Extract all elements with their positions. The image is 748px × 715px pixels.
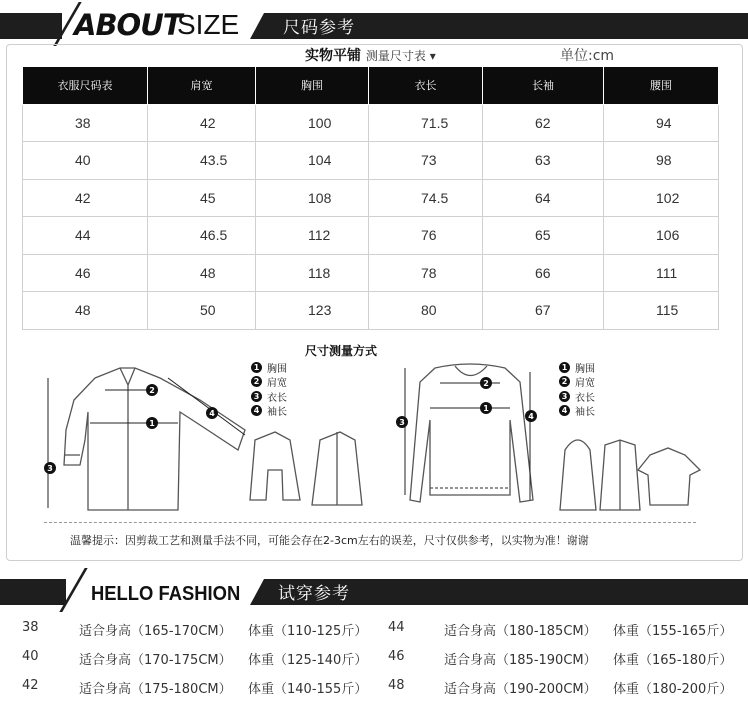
size-cell: 42 [23,179,148,217]
fit-weight: 体重（140-155斤） [248,682,368,697]
fit-height: 适合身高（170-175CM） [79,653,232,668]
marker-1-right [480,402,492,414]
size-cell: 48 [23,292,148,330]
tee-drawing [638,448,700,505]
size-cell: 71.5 [369,104,483,142]
fit-row [388,678,748,698]
marker-label: 3 [47,464,53,473]
legend-item [559,389,595,404]
marker-label: 4 [528,412,534,421]
header-title-en-light: SIZE [177,9,240,40]
legend-number: 2 [251,376,262,387]
fit-height: 适合身高（175-180CM） [79,682,232,697]
header-cell: 腰围 [604,67,719,104]
size-cell: 100 [256,104,369,142]
marker-label: 1 [483,404,489,413]
marker-label: 2 [483,379,489,388]
legend-label: 袖长 [575,407,595,419]
sweater-drawing [410,364,533,502]
jacket-drawing [250,432,300,500]
legend-number: 4 [559,405,570,416]
size-cell: 118 [256,254,369,292]
size-cell: 66 [483,254,604,292]
fit-size: 38 [22,620,39,635]
legend-number: 3 [251,391,262,402]
fit-height: 适合身高（180-185CM） [444,624,597,639]
legend-item [251,375,287,390]
header-cell: 衣长 [369,67,483,104]
legend-item [559,375,595,390]
size-cell: 45 [148,179,256,217]
header-cell: 肩宽 [148,67,256,104]
marker-1-left [146,417,158,429]
size-cell: 112 [256,217,369,255]
size-cell: 111 [604,254,719,292]
fit-size: 48 [388,678,405,693]
fit-size: 40 [22,649,39,664]
marker-label: 1 [149,419,155,428]
marker-2-left [146,384,158,396]
legend-item [251,404,287,419]
tip-note: 温馨提示：因剪裁工艺和测量手法不同，可能会存在2-3cm左右的误差，尺寸仅供参考，以实物为准！谢谢 [70,534,589,547]
fit-height: 适合身高（165-170CM） [79,624,232,639]
legend-number: 4 [251,405,262,416]
size-cell: 64 [483,179,604,217]
size-cell: 104 [256,142,369,180]
size-cell: 76 [369,217,483,255]
header-title-cn: 尺码参考 [283,18,355,38]
header-title-en: HELLO FASHION [91,583,241,605]
size-cell: 106 [604,217,719,255]
header-cell: 衣服尺码表 [23,67,148,104]
legend-item [559,404,595,419]
size-cell: 48 [148,254,256,292]
fit-weight: 体重（165-180斤） [613,653,733,668]
blazer-drawing [312,432,362,505]
legend-left [251,360,287,418]
size-cell: 74.5 [369,179,483,217]
size-cell: 73 [369,142,483,180]
legend-number: 1 [559,362,570,373]
fit-height: 适合身高（185-190CM） [444,653,597,668]
note-divider [44,522,696,523]
size-cell: 65 [483,217,604,255]
legend-label: 衣长 [267,392,287,404]
legend-right [559,360,595,418]
marker-label: 2 [149,386,155,395]
legend-label: 衣长 [575,392,595,404]
size-cell: 46.5 [148,217,256,255]
fit-weight: 体重（155-165斤） [613,624,733,639]
legend-item [251,389,287,404]
legend-label: 胸围 [267,363,287,375]
size-cell: 40 [23,142,148,180]
size-cell: 102 [604,179,719,217]
size-cell: 50 [148,292,256,330]
cardigan-drawing [600,440,640,510]
legend-label: 胸围 [575,363,595,375]
legend-label: 肩宽 [575,378,595,390]
subtitle-main: 实物平铺 [305,48,361,64]
fit-height: 适合身高（190-200CM） [444,682,597,697]
legend-number: 2 [559,376,570,387]
size-cell: 62 [483,104,604,142]
size-cell: 63 [483,142,604,180]
marker-label: 4 [209,409,215,418]
size-cell: 108 [256,179,369,217]
marker-4-left [206,407,218,419]
fit-row [22,620,382,640]
fit-row [22,649,382,669]
size-cell: 94 [604,104,719,142]
subtitle-sub: 测量尺寸表 ▾ [365,49,436,63]
hoodie-drawing [560,440,596,510]
header-cell: 胸围 [256,67,369,104]
marker-3-right [396,416,408,428]
marker-label: 3 [399,418,405,427]
fit-row [388,649,748,669]
marker-3-left [44,462,56,474]
marker-2-right [480,377,492,389]
size-cell: 80 [369,292,483,330]
fit-row [22,678,382,698]
legend-number: 3 [559,391,570,402]
header-bar-left [0,579,66,605]
size-cell: 44 [23,217,148,255]
size-cell: 98 [604,142,719,180]
legend-label: 袖长 [267,407,287,419]
size-cell: 115 [604,292,719,330]
fit-weight: 体重（110-125斤） [248,624,368,639]
fit-row [388,620,748,640]
size-cell: 78 [369,254,483,292]
size-cell: 46 [23,254,148,292]
fashion-header [0,566,748,612]
header-title-cn: 试穿参考 [278,584,350,604]
unit-label: 单位:cm [560,48,615,64]
legend-label: 肩宽 [267,378,287,390]
fit-size: 46 [388,649,405,664]
size-cell: 42 [148,104,256,142]
size-cell: 43.5 [148,142,256,180]
legend-item [251,360,287,375]
header-cell: 长袖 [483,67,604,104]
marker-4-right [525,410,537,422]
size-cell: 38 [23,104,148,142]
measure-title: 尺寸测量方式 [305,344,378,358]
legend-item [559,360,595,375]
fit-weight: 体重（125-140斤） [248,653,368,668]
fit-weight: 体重（180-200斤） [613,682,733,697]
fit-size: 42 [22,678,39,693]
header-title-en-bold: ABOUT [74,8,182,42]
size-cell: 67 [483,292,604,330]
size-cell: 123 [256,292,369,330]
legend-number: 1 [251,362,262,373]
fit-size: 44 [388,620,405,635]
